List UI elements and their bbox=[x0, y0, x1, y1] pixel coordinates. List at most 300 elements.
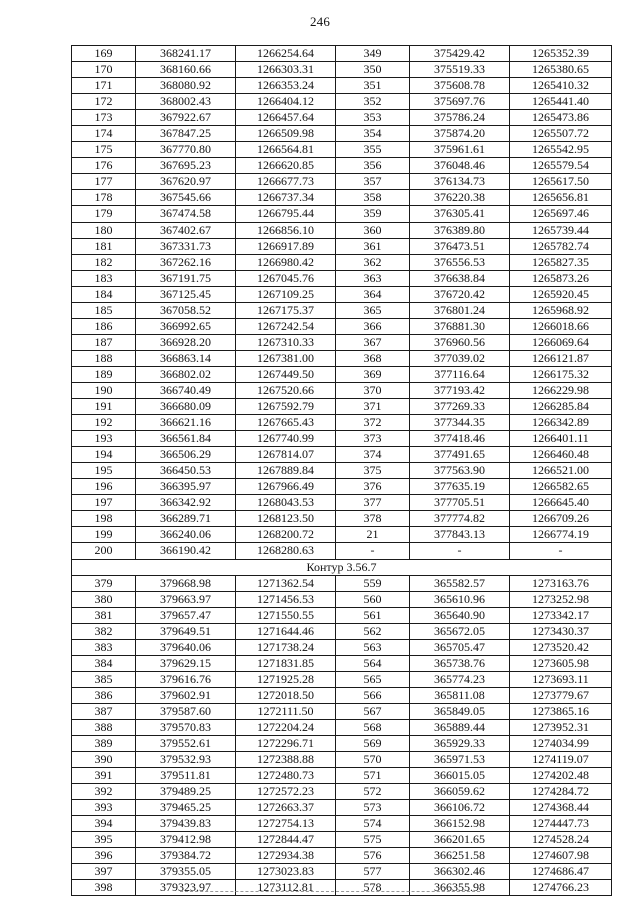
table-cell: 366302.46 bbox=[410, 864, 510, 880]
table-cell: 377193.42 bbox=[410, 382, 510, 398]
table-cell: 1274034.99 bbox=[510, 736, 612, 752]
table-cell: 379511.81 bbox=[136, 768, 236, 784]
table-cell: 367125.45 bbox=[136, 286, 236, 302]
table-cell: 367770.80 bbox=[136, 142, 236, 158]
table-cell: 188 bbox=[72, 350, 136, 366]
table-cell: 385 bbox=[72, 671, 136, 687]
table-cell: 376 bbox=[336, 479, 410, 495]
table-cell: 376473.51 bbox=[410, 238, 510, 254]
table-cell: 1265656.81 bbox=[510, 190, 612, 206]
table-cell: 195 bbox=[72, 463, 136, 479]
page-bottom-rule bbox=[180, 891, 480, 892]
table-cell: 365849.05 bbox=[410, 703, 510, 719]
table-cell: 574 bbox=[336, 816, 410, 832]
table-cell: 570 bbox=[336, 752, 410, 768]
table-cell: 367262.16 bbox=[136, 254, 236, 270]
table-cell: 376720.42 bbox=[410, 286, 510, 302]
table-cell: 178 bbox=[72, 190, 136, 206]
table-cell: 366680.09 bbox=[136, 399, 236, 415]
table-cell: 366450.53 bbox=[136, 463, 236, 479]
table-row bbox=[72, 543, 612, 559]
table-cell: 366802.02 bbox=[136, 366, 236, 382]
table-cell: 398 bbox=[72, 880, 136, 896]
table-cell: 379 bbox=[72, 575, 136, 591]
table-cell: 1271644.46 bbox=[236, 623, 336, 639]
table-cell: 396 bbox=[72, 848, 136, 864]
table-cell: 383 bbox=[72, 639, 136, 655]
table-cell: 1265827.35 bbox=[510, 254, 612, 270]
table-row bbox=[72, 511, 612, 527]
table-row bbox=[72, 286, 612, 302]
table-cell: 1266018.66 bbox=[510, 318, 612, 334]
table-cell: 1273693.11 bbox=[510, 671, 612, 687]
table-cell: 361 bbox=[336, 238, 410, 254]
table-cell: 1265968.92 bbox=[510, 302, 612, 318]
table-cell: 1266303.31 bbox=[236, 62, 336, 78]
table-cell: 1265352.39 bbox=[510, 46, 612, 62]
table-cell: 379384.72 bbox=[136, 848, 236, 864]
table-cell: 1266069.64 bbox=[510, 334, 612, 350]
table-cell: 1271362.54 bbox=[236, 575, 336, 591]
table-cell: 393 bbox=[72, 800, 136, 816]
table-cell: 365640.90 bbox=[410, 607, 510, 623]
table-cell: 386 bbox=[72, 687, 136, 703]
table-cell: 389 bbox=[72, 736, 136, 752]
table-cell: 578 bbox=[336, 880, 410, 896]
table-cell: 1274766.23 bbox=[510, 880, 612, 896]
table-cell: 1265473.86 bbox=[510, 110, 612, 126]
table-cell: 573 bbox=[336, 800, 410, 816]
table-row bbox=[72, 78, 612, 94]
table-cell: 569 bbox=[336, 736, 410, 752]
table-cell: 1268123.50 bbox=[236, 511, 336, 527]
table-cell: 192 bbox=[72, 415, 136, 431]
table-row bbox=[72, 174, 612, 190]
table-cell: 1272572.23 bbox=[236, 784, 336, 800]
table-cell: 366928.20 bbox=[136, 334, 236, 350]
table-cell: 1266645.40 bbox=[510, 495, 612, 511]
table-cell: 367331.73 bbox=[136, 238, 236, 254]
table-cell: 1266709.26 bbox=[510, 511, 612, 527]
table-cell: 370 bbox=[336, 382, 410, 398]
table-row bbox=[72, 607, 612, 623]
table-cell: 1267889.84 bbox=[236, 463, 336, 479]
table-cell: 367922.67 bbox=[136, 110, 236, 126]
table-cell: 21 bbox=[336, 527, 410, 543]
table-cell: 200 bbox=[72, 543, 136, 559]
table-cell: 1267740.99 bbox=[236, 431, 336, 447]
table-cell: 1266460.48 bbox=[510, 447, 612, 463]
table-cell: 357 bbox=[336, 174, 410, 190]
table-cell: 1266342.89 bbox=[510, 415, 612, 431]
table-cell: 1273163.76 bbox=[510, 575, 612, 591]
table-cell: 351 bbox=[336, 78, 410, 94]
table-row bbox=[72, 816, 612, 832]
table-cell: 1266401.11 bbox=[510, 431, 612, 447]
table-row bbox=[72, 671, 612, 687]
table-cell: 566 bbox=[336, 687, 410, 703]
table-cell: 366 bbox=[336, 318, 410, 334]
table-cell: 365582.57 bbox=[410, 575, 510, 591]
table-row bbox=[72, 623, 612, 639]
table-cell: 368241.17 bbox=[136, 46, 236, 62]
table-cell: 377418.46 bbox=[410, 431, 510, 447]
table-cell: 367695.23 bbox=[136, 158, 236, 174]
table-cell: 379552.61 bbox=[136, 736, 236, 752]
table-cell: 391 bbox=[72, 768, 136, 784]
table-cell: 1274368.44 bbox=[510, 800, 612, 816]
table-cell: 366251.58 bbox=[410, 848, 510, 864]
table-cell: 367545.66 bbox=[136, 190, 236, 206]
table-cell: 180 bbox=[72, 222, 136, 238]
table-cell: 1273952.31 bbox=[510, 719, 612, 735]
table-cell: 1267814.07 bbox=[236, 447, 336, 463]
table-cell: 1266353.24 bbox=[236, 78, 336, 94]
table-cell: 1266564.81 bbox=[236, 142, 336, 158]
table-cell: 376134.73 bbox=[410, 174, 510, 190]
table-cell: 379602.91 bbox=[136, 687, 236, 703]
table-cell: 365 bbox=[336, 302, 410, 318]
table-cell: 194 bbox=[72, 447, 136, 463]
table-cell: 172 bbox=[72, 94, 136, 110]
table-cell: 193 bbox=[72, 431, 136, 447]
table-cell: 379570.83 bbox=[136, 719, 236, 735]
table-cell: 1267449.50 bbox=[236, 366, 336, 382]
table-cell: 1273779.67 bbox=[510, 687, 612, 703]
table-cell: 352 bbox=[336, 94, 410, 110]
table-cell: 358 bbox=[336, 190, 410, 206]
table-cell: 377563.90 bbox=[410, 463, 510, 479]
table-cell: 376638.84 bbox=[410, 270, 510, 286]
table-row bbox=[72, 94, 612, 110]
table-cell: 395 bbox=[72, 832, 136, 848]
table-cell: 380 bbox=[72, 591, 136, 607]
table-cell: 376389.80 bbox=[410, 222, 510, 238]
table-cell: 365811.08 bbox=[410, 687, 510, 703]
table-cell: - bbox=[410, 543, 510, 559]
table-cell: 561 bbox=[336, 607, 410, 623]
table-cell: 368080.92 bbox=[136, 78, 236, 94]
table-row bbox=[72, 591, 612, 607]
table-row bbox=[72, 190, 612, 206]
table-cell: 377705.51 bbox=[410, 495, 510, 511]
table-cell: 356 bbox=[336, 158, 410, 174]
table-row bbox=[72, 703, 612, 719]
coordinates-table-body bbox=[72, 46, 612, 896]
table-cell: 1266175.32 bbox=[510, 366, 612, 382]
table-cell: 375697.76 bbox=[410, 94, 510, 110]
table-cell: 377 bbox=[336, 495, 410, 511]
table-row bbox=[72, 302, 612, 318]
table-cell: 1266254.64 bbox=[236, 46, 336, 62]
table-cell: 1267045.76 bbox=[236, 270, 336, 286]
table-cell: 367058.52 bbox=[136, 302, 236, 318]
table-cell: 379323.97 bbox=[136, 880, 236, 896]
table-cell: 376960.56 bbox=[410, 334, 510, 350]
table-cell: 189 bbox=[72, 366, 136, 382]
table-cell: 366015.05 bbox=[410, 768, 510, 784]
table-cell: 1265920.45 bbox=[510, 286, 612, 302]
table-cell: 364 bbox=[336, 286, 410, 302]
table-cell: 186 bbox=[72, 318, 136, 334]
table-cell: 571 bbox=[336, 768, 410, 784]
table-cell: 1265380.65 bbox=[510, 62, 612, 78]
table-cell: 1267310.33 bbox=[236, 334, 336, 350]
table-cell: 376305.41 bbox=[410, 206, 510, 222]
table-cell: 559 bbox=[336, 575, 410, 591]
table-cell: 1267665.43 bbox=[236, 415, 336, 431]
table-cell: 366289.71 bbox=[136, 511, 236, 527]
table-row bbox=[72, 415, 612, 431]
table-cell: 1268043.53 bbox=[236, 495, 336, 511]
table-cell: 379649.51 bbox=[136, 623, 236, 639]
table-row bbox=[72, 110, 612, 126]
table-row bbox=[72, 479, 612, 495]
table-cell: 379465.25 bbox=[136, 800, 236, 816]
table-cell: 365929.33 bbox=[410, 736, 510, 752]
table-cell: 1268280.63 bbox=[236, 543, 336, 559]
table-cell: 359 bbox=[336, 206, 410, 222]
table-cell: 369 bbox=[336, 366, 410, 382]
table-cell: 377269.33 bbox=[410, 399, 510, 415]
table-cell: 377344.35 bbox=[410, 415, 510, 431]
table-cell: 353 bbox=[336, 110, 410, 126]
table-cell: 349 bbox=[336, 46, 410, 62]
table-cell: 1274119.07 bbox=[510, 752, 612, 768]
table-cell: 375608.78 bbox=[410, 78, 510, 94]
table-cell: 379489.25 bbox=[136, 784, 236, 800]
table-cell: 372 bbox=[336, 415, 410, 431]
table-cell: 366621.16 bbox=[136, 415, 236, 431]
table-row bbox=[72, 784, 612, 800]
table-cell: 366561.84 bbox=[136, 431, 236, 447]
table-cell: 1272480.73 bbox=[236, 768, 336, 784]
table-cell: 1272844.47 bbox=[236, 832, 336, 848]
table-cell: 1274607.98 bbox=[510, 848, 612, 864]
table-cell: 1272018.50 bbox=[236, 687, 336, 703]
table-cell: 173 bbox=[72, 110, 136, 126]
table-cell: 377039.02 bbox=[410, 350, 510, 366]
table-cell: 376881.30 bbox=[410, 318, 510, 334]
table-cell: 379657.47 bbox=[136, 607, 236, 623]
table-cell: 1266795.44 bbox=[236, 206, 336, 222]
table-row bbox=[72, 334, 612, 350]
table-row bbox=[72, 639, 612, 655]
table-cell: 362 bbox=[336, 254, 410, 270]
table-cell: 1271456.53 bbox=[236, 591, 336, 607]
table-cell: 1266774.19 bbox=[510, 527, 612, 543]
table-cell: 576 bbox=[336, 848, 410, 864]
table-cell: 1267175.37 bbox=[236, 302, 336, 318]
table-cell: 1266582.65 bbox=[510, 479, 612, 495]
table-row bbox=[72, 366, 612, 382]
table-cell: 1266285.84 bbox=[510, 399, 612, 415]
table-cell: 379355.05 bbox=[136, 864, 236, 880]
table-row bbox=[72, 382, 612, 398]
table-cell: 367474.58 bbox=[136, 206, 236, 222]
table-cell: 1272663.37 bbox=[236, 800, 336, 816]
table-cell: 1273865.16 bbox=[510, 703, 612, 719]
table-cell: 190 bbox=[72, 382, 136, 398]
table-row bbox=[72, 768, 612, 784]
table-cell: 563 bbox=[336, 639, 410, 655]
table-cell: 1266229.98 bbox=[510, 382, 612, 398]
table-cell: 366059.62 bbox=[410, 784, 510, 800]
table-row bbox=[72, 254, 612, 270]
table-cell: 365971.53 bbox=[410, 752, 510, 768]
table-cell: 1271738.24 bbox=[236, 639, 336, 655]
table-cell: 1267520.66 bbox=[236, 382, 336, 398]
table-cell: 375 bbox=[336, 463, 410, 479]
table-cell: 199 bbox=[72, 527, 136, 543]
table-cell: 1274447.73 bbox=[510, 816, 612, 832]
table-cell: 366506.29 bbox=[136, 447, 236, 463]
table-cell: 368002.43 bbox=[136, 94, 236, 110]
table-cell: 367402.67 bbox=[136, 222, 236, 238]
table-cell: 375519.33 bbox=[410, 62, 510, 78]
table-cell: 360 bbox=[336, 222, 410, 238]
table-row bbox=[72, 126, 612, 142]
table-cell: 1267242.54 bbox=[236, 318, 336, 334]
table-cell: 366152.98 bbox=[410, 816, 510, 832]
table-cell: 1273605.98 bbox=[510, 655, 612, 671]
table-row bbox=[72, 800, 612, 816]
table-cell: 365774.23 bbox=[410, 671, 510, 687]
table-cell: 1266509.98 bbox=[236, 126, 336, 142]
table-cell: 367620.97 bbox=[136, 174, 236, 190]
table-cell: 1266856.10 bbox=[236, 222, 336, 238]
contour-heading: Контур 3.56.7 bbox=[72, 559, 612, 575]
table-cell: 1271550.55 bbox=[236, 607, 336, 623]
table-cell: 1272754.13 bbox=[236, 816, 336, 832]
table-cell: 1265782.74 bbox=[510, 238, 612, 254]
table-row bbox=[72, 687, 612, 703]
table-cell: 365705.47 bbox=[410, 639, 510, 655]
table-cell: 363 bbox=[336, 270, 410, 286]
table-cell: 366201.65 bbox=[410, 832, 510, 848]
table-row bbox=[72, 62, 612, 78]
table-cell: 182 bbox=[72, 254, 136, 270]
table-cell: 174 bbox=[72, 126, 136, 142]
table-cell: 565 bbox=[336, 671, 410, 687]
table-cell: 1274202.48 bbox=[510, 768, 612, 784]
table-cell: 1273342.17 bbox=[510, 607, 612, 623]
table-cell: 1273252.98 bbox=[510, 591, 612, 607]
table-cell: 169 bbox=[72, 46, 136, 62]
table-row bbox=[72, 399, 612, 415]
table-cell: 379412.98 bbox=[136, 832, 236, 848]
table-row bbox=[72, 206, 612, 222]
table-cell: 367 bbox=[336, 334, 410, 350]
table-cell: - bbox=[336, 543, 410, 559]
table-cell: 365738.76 bbox=[410, 655, 510, 671]
table-cell: 378 bbox=[336, 511, 410, 527]
table-row bbox=[72, 527, 612, 543]
table-cell: 1274686.47 bbox=[510, 864, 612, 880]
table-cell: 366355.98 bbox=[410, 880, 510, 896]
table-cell: 577 bbox=[336, 864, 410, 880]
table-row bbox=[72, 238, 612, 254]
table-cell: 365889.44 bbox=[410, 719, 510, 735]
table-cell: 1273023.83 bbox=[236, 864, 336, 880]
table-cell: 366740.49 bbox=[136, 382, 236, 398]
table-cell: 185 bbox=[72, 302, 136, 318]
table-cell: 197 bbox=[72, 495, 136, 511]
table-row bbox=[72, 318, 612, 334]
table-cell: 1265617.50 bbox=[510, 174, 612, 190]
table-cell: 1266917.89 bbox=[236, 238, 336, 254]
table-cell: 1273430.37 bbox=[510, 623, 612, 639]
table-cell: 1266121.87 bbox=[510, 350, 612, 366]
table-row bbox=[72, 270, 612, 286]
table-cell: 375961.61 bbox=[410, 142, 510, 158]
table-cell: 366240.06 bbox=[136, 527, 236, 543]
table-cell: 367847.25 bbox=[136, 126, 236, 142]
table-cell: 1267109.25 bbox=[236, 286, 336, 302]
table-row bbox=[72, 832, 612, 848]
table-cell: 1266980.42 bbox=[236, 254, 336, 270]
table-cell: 367191.75 bbox=[136, 270, 236, 286]
coordinates-table bbox=[71, 45, 612, 896]
table-cell: 397 bbox=[72, 864, 136, 880]
table-cell: 366342.92 bbox=[136, 495, 236, 511]
table-cell: 1266620.85 bbox=[236, 158, 336, 174]
table-cell: 1266521.00 bbox=[510, 463, 612, 479]
table-cell: 1265873.26 bbox=[510, 270, 612, 286]
table-row bbox=[72, 864, 612, 880]
table-cell: 394 bbox=[72, 816, 136, 832]
table-cell: 379587.60 bbox=[136, 703, 236, 719]
table-cell: 366395.97 bbox=[136, 479, 236, 495]
table-cell: 1266457.64 bbox=[236, 110, 336, 126]
table-cell: 374 bbox=[336, 447, 410, 463]
table-cell: 1273112.81 bbox=[236, 880, 336, 896]
table-cell: 350 bbox=[336, 62, 410, 78]
table-cell: 175 bbox=[72, 142, 136, 158]
table-cell: 375429.42 bbox=[410, 46, 510, 62]
table-cell: 373 bbox=[336, 431, 410, 447]
table-cell: 375786.24 bbox=[410, 110, 510, 126]
table-cell: 1271925.28 bbox=[236, 671, 336, 687]
table-cell: 376556.53 bbox=[410, 254, 510, 270]
table-cell: 388 bbox=[72, 719, 136, 735]
table-cell: 368160.66 bbox=[136, 62, 236, 78]
table-cell: 1266677.73 bbox=[236, 174, 336, 190]
table-cell: 371 bbox=[336, 399, 410, 415]
table-cell: 181 bbox=[72, 238, 136, 254]
table-cell: 191 bbox=[72, 399, 136, 415]
table-cell: 1266404.12 bbox=[236, 94, 336, 110]
table-cell: 567 bbox=[336, 703, 410, 719]
table-cell: 379629.15 bbox=[136, 655, 236, 671]
table-cell: 1274284.72 bbox=[510, 784, 612, 800]
table-cell: 376220.38 bbox=[410, 190, 510, 206]
table-cell: 1265441.40 bbox=[510, 94, 612, 110]
table-cell: 568 bbox=[336, 719, 410, 735]
table-cell: 1265542.95 bbox=[510, 142, 612, 158]
table-row bbox=[72, 655, 612, 671]
table-row bbox=[72, 222, 612, 238]
table-cell: 355 bbox=[336, 142, 410, 158]
table-cell: 377843.13 bbox=[410, 527, 510, 543]
table-cell: 562 bbox=[336, 623, 410, 639]
table-cell: 376048.46 bbox=[410, 158, 510, 174]
table-row bbox=[72, 736, 612, 752]
table-row bbox=[72, 431, 612, 447]
table-cell: 1272934.38 bbox=[236, 848, 336, 864]
table-cell: 375874.20 bbox=[410, 126, 510, 142]
table-cell: 564 bbox=[336, 655, 410, 671]
